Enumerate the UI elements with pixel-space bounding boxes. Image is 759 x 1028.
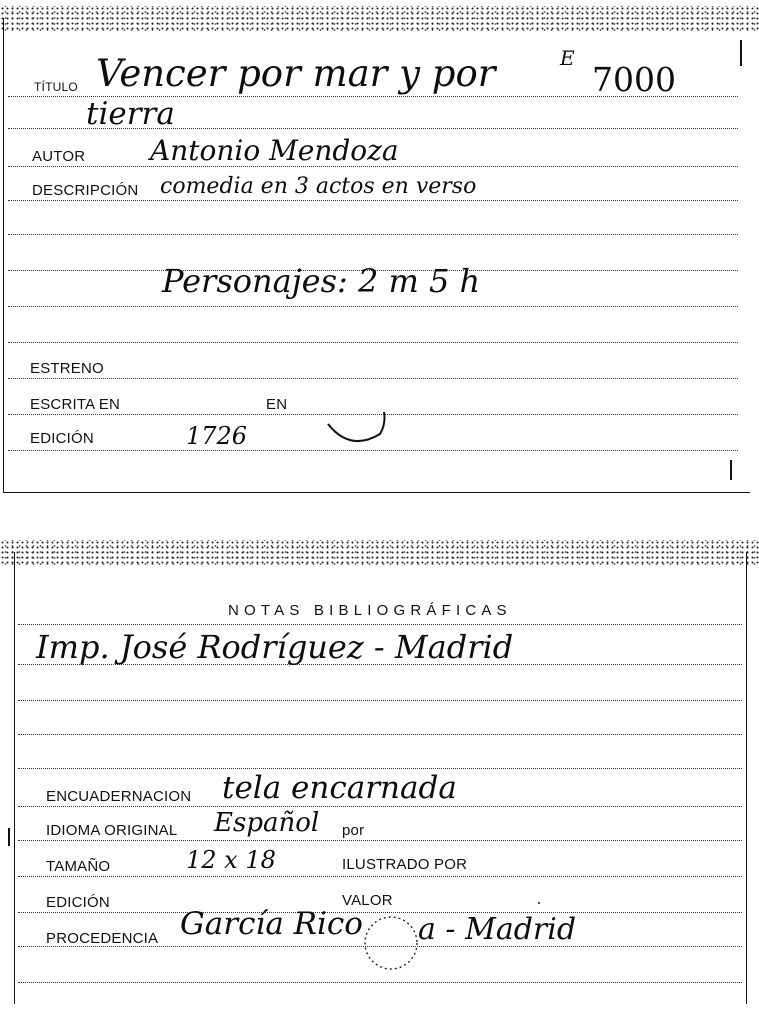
- edicion-back-label: EDICIÓN: [46, 894, 110, 911]
- blank-line-3: [8, 306, 738, 307]
- edicion-label: EDICIÓN: [30, 430, 94, 447]
- notas-line-3: [18, 700, 742, 701]
- autor-handwritten: Antonio Mendoza: [150, 134, 399, 167]
- procedencia-label: PROCEDENCIA: [46, 930, 159, 947]
- escrita-en-label: ESCRITA EN: [30, 396, 121, 413]
- idioma-label: IDIOMA ORIGINAL: [46, 822, 178, 839]
- descripcion-line: [8, 200, 738, 201]
- edicion-line: [8, 450, 738, 451]
- titulo-label: TÍTULO: [34, 80, 78, 94]
- ilustrado-label: ILUSTRADO POR: [342, 856, 468, 873]
- blank-line-4: [8, 342, 738, 343]
- card-back-mark: [8, 828, 10, 846]
- catalog-number: 7000: [592, 60, 676, 99]
- estreno-line: [8, 378, 738, 379]
- back-line-bottom: [18, 982, 742, 983]
- stamp-circle-back: [358, 912, 424, 974]
- descripcion-label: DESCRIPCIÓN: [32, 182, 139, 199]
- titulo-handwritten-2: tierra: [86, 96, 175, 132]
- tamano-line: [18, 876, 742, 877]
- catalog-letter: E: [560, 46, 575, 70]
- card-front-mark: [730, 460, 732, 480]
- notas-heading: NOTAS BIBLIOGRÁFICAS: [228, 602, 512, 619]
- notas-line-1: [18, 624, 742, 625]
- idioma-handwritten: Español: [214, 808, 320, 838]
- ink-speck: [538, 902, 540, 904]
- descripcion-handwritten: comedia en 3 actos en verso: [160, 174, 477, 199]
- notas-line-4: [18, 734, 742, 735]
- personajes-handwritten: Personajes: 2 m 5 h: [162, 262, 481, 300]
- encuadernacion-label: ENCUADERNACION: [46, 788, 192, 805]
- idioma-line: [18, 840, 742, 841]
- notas-handwritten: Imp. José Rodríguez - Madrid: [36, 628, 514, 666]
- titulo-handwritten: Vencer por mar y por: [96, 52, 496, 95]
- procedencia-city-handwritten: a - Madrid: [418, 912, 577, 947]
- procedencia-handwritten: García Rico: [180, 906, 363, 942]
- tamano-handwritten: 12 x 18: [186, 846, 276, 874]
- blank-line-1: [8, 234, 738, 235]
- tamano-label: TAMAÑO: [46, 858, 111, 875]
- notas-line-5: [18, 768, 742, 769]
- edicion-handwritten: 1726: [186, 422, 248, 450]
- por-label: por: [342, 822, 365, 839]
- encuadernacion-handwritten: tela encarnada: [222, 770, 457, 806]
- stamp-arc-front: [320, 400, 390, 446]
- valor-label: VALOR: [342, 892, 393, 909]
- en-label: EN: [266, 396, 288, 413]
- estreno-label: ESTRENO: [30, 360, 104, 377]
- autor-label: AUTOR: [32, 148, 86, 165]
- encuadernacion-line: [18, 806, 742, 807]
